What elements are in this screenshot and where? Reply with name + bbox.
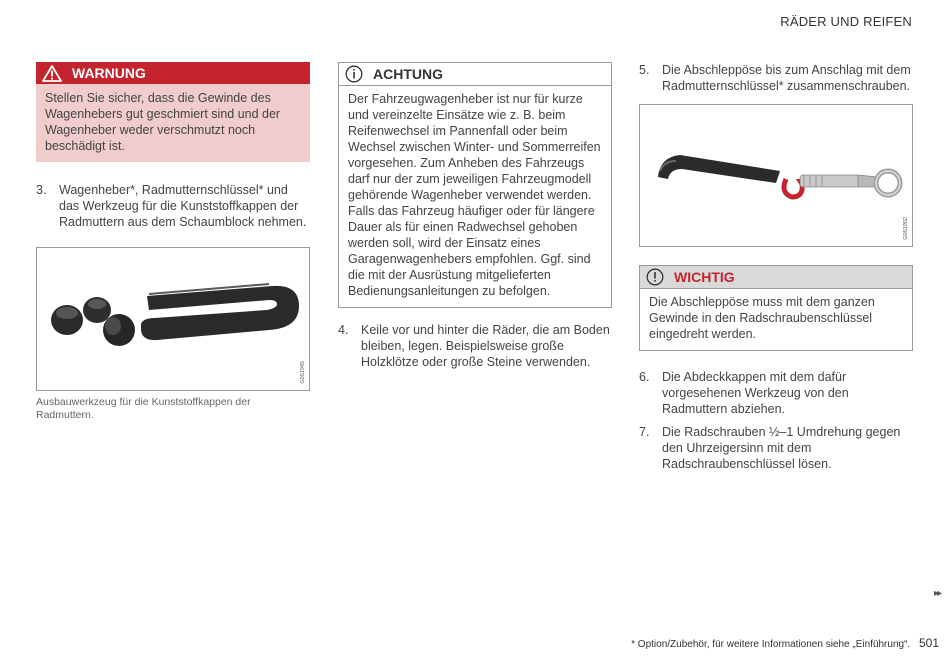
figure-cap-removal-tool bbox=[36, 247, 310, 391]
step-text: Die Radschrauben ½–1 Umdrehung gegen den Uhrzeigersinn mit dem Radschraubenschlüssel lösen. bbox=[662, 425, 901, 471]
step-7 bbox=[639, 424, 913, 472]
wichtig-text: Die Abschleppöse muss mit dem ganzen Gewinde in den Radschraubenschlüssel eingedreht werden. bbox=[649, 295, 875, 341]
warning-header bbox=[36, 62, 310, 84]
figure-towing-eye bbox=[639, 104, 913, 247]
figure-code: G051945 bbox=[300, 361, 306, 384]
cap-removal-tool-illustration bbox=[37, 248, 309, 390]
next-page-arrows-icon[interactable]: ▸▸ bbox=[933, 588, 940, 599]
footer bbox=[631, 636, 939, 650]
step-6 bbox=[639, 369, 913, 417]
wichtig-box bbox=[639, 265, 913, 351]
column-middle bbox=[338, 62, 612, 370]
wichtig-title: WICHTIG bbox=[674, 269, 735, 285]
column-right bbox=[639, 62, 913, 472]
achtung-header bbox=[339, 63, 611, 86]
step-number: 6. bbox=[639, 370, 650, 384]
step-number: 7. bbox=[639, 425, 650, 439]
column-left bbox=[36, 62, 310, 422]
achtung-text: Der Fahrzeugwagenheber ist nur für kurze und vereinzelte Einsätze wie z. B. beim Reifenwechsel im Pannenfall oder beim Wechsel zwischen Winter- und Sommerreifen vorgesehen. Zum Anheben des Fahrzeugs darf nur der zum jeweiligen Fahrzeugmodell gehörende Wagenheber verwendet werden. Falls das Fahrzeug häufiger oder für längere Dauer als für einen Radwechsel gehoben werden soll, wird der Einsatz eines Garagenwagenhebers empfohlen. Ggf. sind die mit der Ausrüstung mitgelieferten Bedienungsanleitungen zu befolgen. bbox=[348, 92, 601, 298]
step-number: 4. bbox=[338, 323, 349, 337]
figure-code: G051902 bbox=[903, 217, 909, 240]
exclamation-circle-icon bbox=[646, 268, 664, 286]
warning-triangle-icon bbox=[42, 65, 62, 82]
step-text: Wagenheber*, Radmutternschlüssel* und das Werkzeug für die Kunststoffkappen der Radmuttern aus dem Schaumblock nehmen. bbox=[59, 183, 307, 229]
step-number: 5. bbox=[639, 63, 650, 77]
achtung-box bbox=[338, 62, 612, 308]
footer-note: * Option/Zubehör, für weitere Informationen siehe „Einführung“. bbox=[631, 639, 911, 650]
step-text: Keile vor und hinter die Räder, die am Boden bleiben, legen. Beispielsweise große Holzklötze oder große Steine verwenden. bbox=[361, 323, 610, 369]
warning-text: Stellen Sie sicher, dass die Gewinde des Wagenhebers gut geschmiert sind und der Wagenheber weder verschmutzt noch beschädigt ist. bbox=[36, 84, 310, 162]
page-number: 501 bbox=[918, 636, 939, 650]
warning-title: WARNUNG bbox=[72, 65, 146, 81]
towing-eye-wrench-illustration bbox=[640, 105, 912, 246]
step-text: Die Abdeckkappen mit dem dafür vorgesehenen Werkzeug von den Radmuttern abziehen. bbox=[662, 370, 849, 416]
step-number: 3. bbox=[36, 183, 47, 197]
warning-box bbox=[36, 62, 310, 162]
wichtig-header bbox=[640, 266, 912, 289]
step-4 bbox=[338, 322, 612, 370]
figure-caption: Ausbauwerkzeug für die Kunststoffkappen der Radmuttern. bbox=[36, 396, 251, 421]
step-5 bbox=[639, 62, 913, 94]
section-title: RÄDER UND REIFEN bbox=[780, 14, 912, 29]
info-circle-icon bbox=[345, 65, 363, 83]
achtung-title: ACHTUNG bbox=[373, 66, 443, 82]
step-text: Die Abschleppöse bis zum Anschlag mit dem Radmutternschlüssel* zusammenschrauben. bbox=[662, 63, 911, 93]
step-3 bbox=[36, 182, 310, 230]
